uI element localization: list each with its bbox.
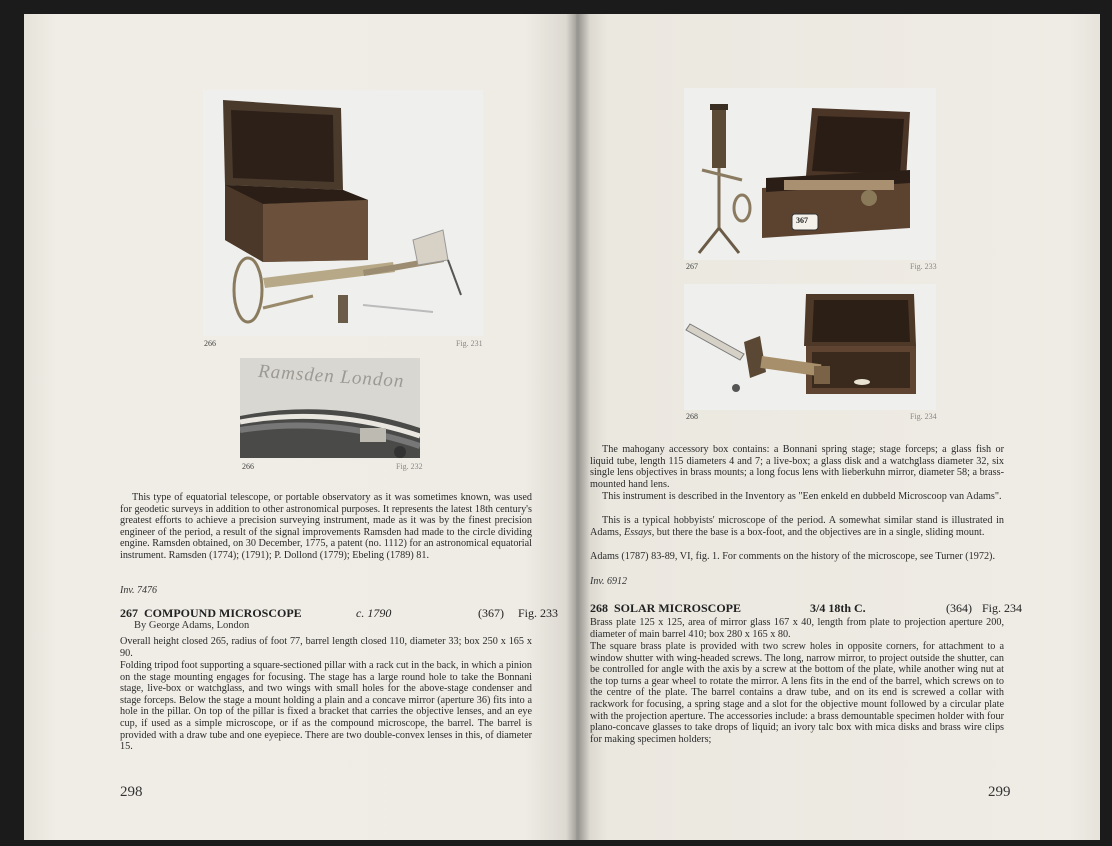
figure-3-fig-label: Fig. 233	[910, 262, 937, 271]
entry-268-description: The square brass plate is provided with two screw holes in opposite corners, for attachment to a window shutter with wing-headed screws. The long, narrow mirror, to project outside the shutter, can be controlled for angle with the axis by a screw at the bottom of the plate, while another wing nut at the top turns a gear wheel to rotate the mirror. A lens fits in the end of the barrel, which screws on to the centre of the plate. The barrel contains a draw tube, and on its end is screwed a collar with rackwork for focusing, a spring stage and a slot for the objective mount followed by a circular plate with the projection aperture. The accessories include: a brass demountable specimen holder with four plano-concave glasses to take drops of liquid; an ivory talc box with mica disks and brass wire clips for making specimen holders;	[590, 641, 1004, 745]
entry-267-heading	[120, 606, 559, 621]
engraving-text: Ramsden London	[257, 360, 406, 393]
entry-267-title: COMPOUND MICROSCOPE	[144, 606, 302, 620]
figure-3-number: 267	[686, 262, 698, 271]
telescope-description-paragraph: This type of equatorial telescope, or portable observatory as it was sometimes known, was used for geodetic surveys in addition to other astronomical purposes. It represents the latest 18th century's greatest efforts to achieve a precision surveying instrument, made as it was by the finest precision engineer of the period, a result of the signal improvements Ramsden had made to the circle dividing engine. Ramsden obtained, on 30 December, 1775, a patent (no. 1112) for an astronomical equatorial instrument. Ramsden (1774); (1791); P. Dollond (1779); Ebeling (1789) 81.	[120, 492, 532, 561]
entry-268-fig-ref: Fig. 234	[982, 601, 1023, 615]
entry-267-comparison-paragraph	[590, 515, 1004, 538]
entry-267-inventory-number: Inv. 6912	[590, 576, 628, 587]
page-number-left: 298	[120, 784, 143, 800]
entry-267-inventory-paragraph: This instrument is described in the Inventory as "Een enkeld en dubbeld Microscoop van Adams".	[602, 491, 1002, 502]
left-page	[24, 14, 580, 840]
entry-267-number: 267	[120, 606, 138, 620]
entry-267-accessories-paragraph: The mahogany accessory box contains: a Bonnani spring stage; stage forceps; a glass fish or liquid tube, length 115 diameters 4 and 7; a live-box; a glass disk and a watchglass diameter 32, six single lens objectives in brass mounts; a long focus lens with lieberkuhn mirror, diameter 58; a brass-mounted hand lens.	[590, 444, 1004, 490]
telescope-inventory-number: Inv. 7476	[120, 585, 158, 596]
right-page	[576, 14, 1100, 840]
entry-267-dimensions: Overall height closed 265, radius of foot 77, barrel length closed 110, diameter 33; box 250 x 165 x 90.	[120, 636, 532, 659]
entry-267-date: c. 1790	[356, 606, 392, 620]
entry-268-dimensions: Brass plate 125 x 125, area of mirror glass 167 x 40, length from plate to projection aperture 200, diameter of main barrel 410; box 280 x 165 x 80.	[590, 617, 1004, 640]
figure-microscope-box-photo	[684, 88, 936, 260]
entry-267-description: Folding tripod foot supporting a square-sectioned pillar with a rack cut in the back, in which a pinion on the stage mounting engages for focusing. The stage has a large round hole to take the Bonnani stage, live-box or watchglass, and two wings with small holes for the above-stage condenser and stage forceps. Below the stage a mount holding a plain and a concave mirror (aperture 36) fits into a hole in the pillar. On top of the pillar is fixed a bracket that carries the objective lenses, and an eye cup, if used as a simple microscope, or if as the compound microscope, the barrel. The barrel is provided with a draw tube and one eyepiece. There are two double-convex lenses in this, of diameter 15.	[120, 660, 532, 753]
essays-title: Essays	[623, 526, 652, 538]
entry-268-heading	[590, 601, 1023, 616]
page-number-right: 299	[988, 784, 1011, 800]
figure-1-number: 266	[204, 339, 216, 348]
entry-268-date: 3/4 18th C.	[810, 601, 866, 615]
entry-267-fig-ref: Fig. 233	[518, 606, 559, 620]
figure-4-fig-label: Fig. 234	[910, 412, 937, 421]
figure-1-fig-label: Fig. 231	[456, 339, 483, 348]
figure-2-fig-label: Fig. 232	[396, 462, 423, 471]
figure-engraving-closeup-photo	[240, 358, 420, 458]
entry-268-title: SOLAR MICROSCOPE	[614, 601, 742, 615]
figure-solar-microscope-photo	[684, 284, 936, 410]
figure-2-number: 266	[242, 462, 254, 471]
box-label-card: 367	[796, 216, 808, 225]
figure-4-number: 268	[686, 412, 698, 421]
figure-telescope-box-photo	[203, 90, 483, 336]
entry-267-maker: By George Adams, London	[134, 620, 250, 631]
comparison-text-start: This is a typical hobbyists' microscope of the period. A somewhat similar stand is illustrated in Adams,	[590, 515, 1004, 538]
entry-268-number: 268	[590, 601, 608, 615]
entry-267-references-paragraph: Adams (1787) 83-89, VI, fig. 1. For comments on the history of the microscope, see Turner (1972).	[590, 551, 995, 562]
entry-267-inv: (367)	[478, 606, 504, 620]
entry-268-inv: (364)	[946, 601, 972, 615]
comparison-text-end: , but there the base is a box-foot, and the objectives are in a single, sliding mount.	[651, 526, 985, 538]
book-gutter-shadow	[566, 14, 590, 840]
